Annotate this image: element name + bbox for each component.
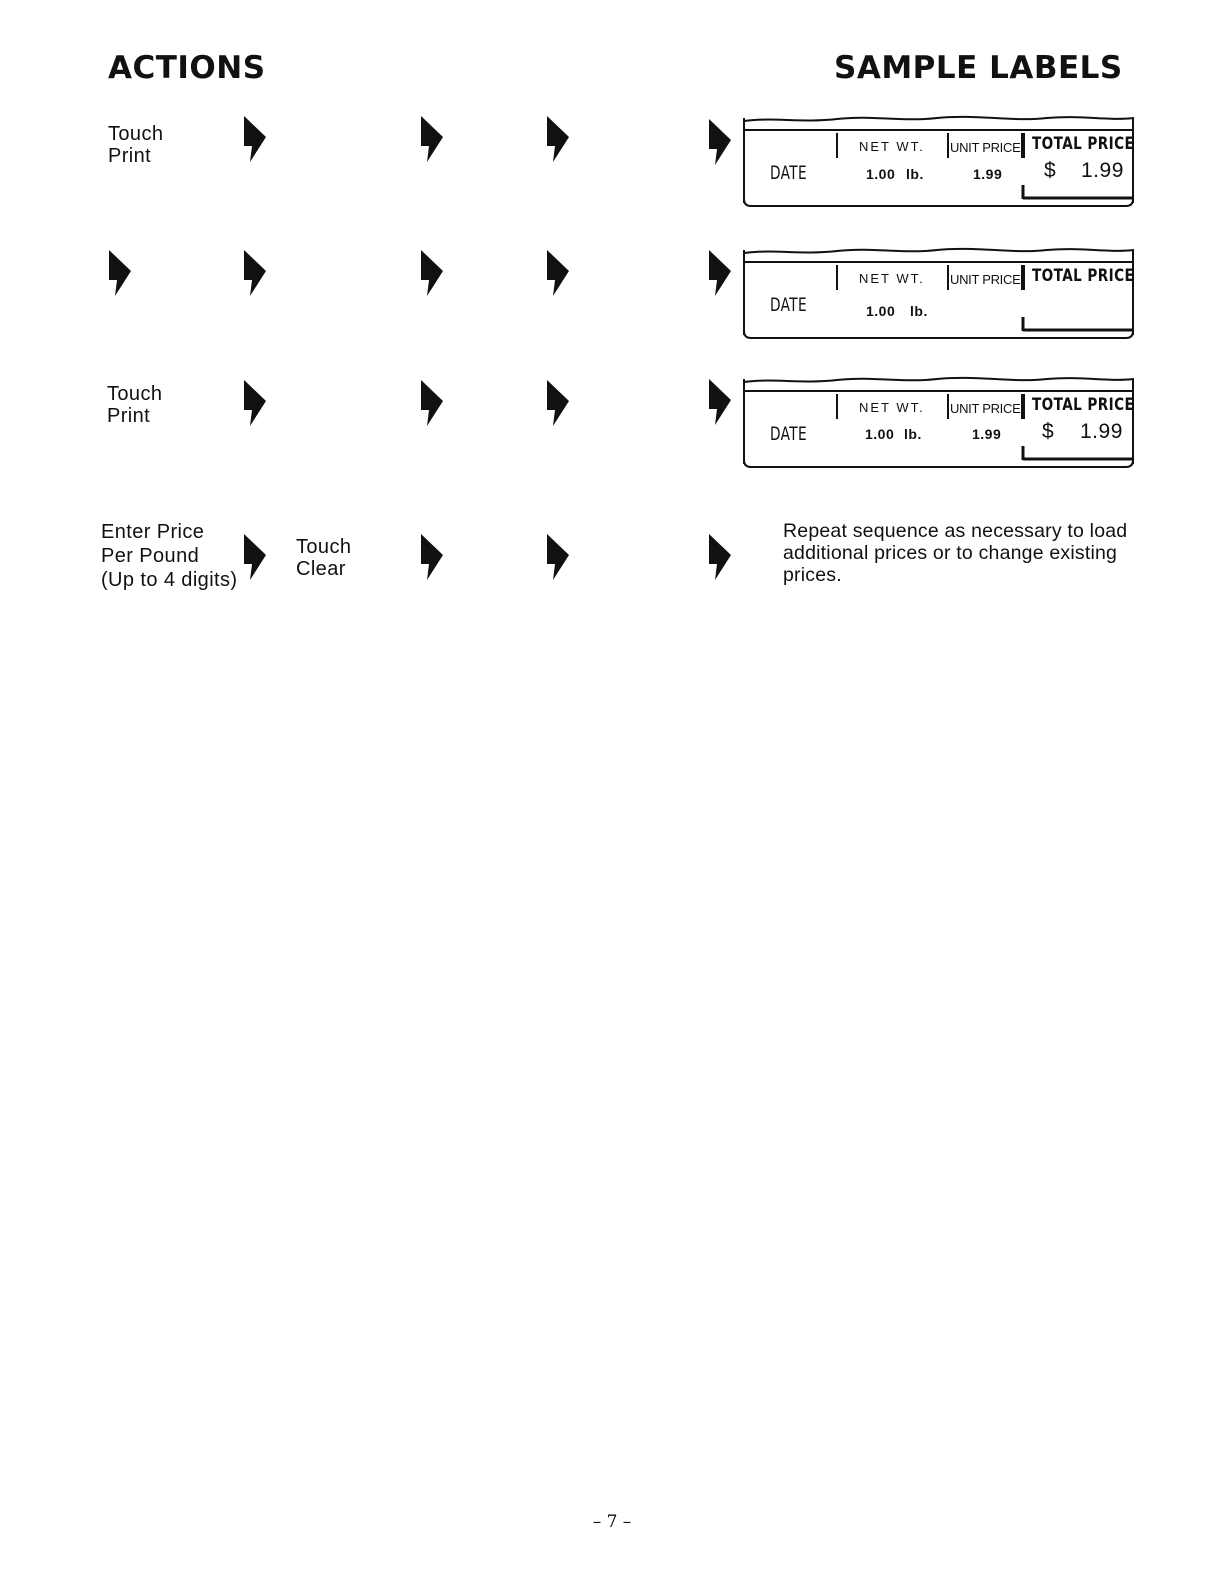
arrow-right-icon	[545, 377, 571, 429]
arrow-right-icon	[707, 531, 733, 583]
action-enter-price	[101, 520, 237, 592]
arrow-right-icon	[107, 247, 133, 299]
label-frame	[742, 113, 1136, 207]
label-net-wt-unit: lb.	[904, 426, 922, 442]
action-line: Print	[107, 405, 151, 427]
action-line: Touch	[296, 536, 352, 558]
label-total-price-header: TOTAL PRICE	[1032, 134, 1135, 154]
sample-label-3	[742, 374, 1136, 468]
label-unit-price-header: UNIT PRICE	[950, 401, 1021, 416]
arrow-right-icon	[419, 247, 445, 299]
arrow-right-icon	[419, 531, 445, 583]
arrow-right-icon	[419, 377, 445, 429]
actions-heading: ACTIONS	[108, 50, 266, 86]
action-line: Enter Price	[101, 521, 205, 543]
action-line: Touch	[108, 123, 164, 145]
action-line: Per Pound	[101, 545, 200, 567]
action-touch-print-2	[107, 383, 162, 427]
action-touch-clear	[296, 536, 351, 580]
arrow-right-icon	[242, 377, 268, 429]
label-frame	[742, 245, 1136, 339]
arrow-right-icon	[419, 113, 445, 165]
label-unit-price-header: UNIT PRICE	[950, 140, 1021, 155]
action-line: Touch	[107, 383, 163, 405]
arrow-right-icon	[707, 247, 733, 299]
action-line: (Up to 4 digits)	[101, 569, 238, 591]
label-unit-price-header: UNIT PRICE	[950, 272, 1021, 287]
page-number: – 7 –	[592, 1512, 632, 1532]
repeat-sequence-note: Repeat sequence as necessary to load additional prices or to change existing prices.	[783, 520, 1128, 586]
arrow-right-icon	[545, 247, 571, 299]
label-unit-price-value: 1.99	[972, 426, 1002, 442]
label-net-wt-value: 1.00	[865, 426, 895, 442]
action-touch-print-1	[108, 123, 163, 167]
arrow-right-icon	[707, 116, 733, 168]
sample-label-1	[742, 113, 1136, 207]
sample-labels-heading: SAMPLE LABELS	[834, 50, 1123, 86]
label-date: DATE	[770, 162, 808, 184]
label-net-wt-header: NET WT.	[859, 139, 925, 154]
label-net-wt-value: 1.00	[866, 166, 896, 182]
arrow-right-icon	[242, 531, 268, 583]
label-date: DATE	[770, 423, 808, 445]
arrow-right-icon	[707, 376, 733, 428]
label-frame	[742, 374, 1136, 468]
label-total-price-header: TOTAL PRICE	[1032, 395, 1135, 415]
label-net-wt-unit: lb.	[910, 303, 928, 319]
label-total-price-value: 1.99	[1080, 420, 1123, 443]
arrow-right-icon	[242, 247, 268, 299]
label-total-price-header: TOTAL PRICE	[1032, 266, 1135, 286]
label-currency: $	[1042, 420, 1054, 443]
label-net-wt-unit: lb.	[906, 166, 924, 182]
arrow-right-icon	[545, 531, 571, 583]
action-line: Print	[108, 145, 152, 167]
label-net-wt-value: 1.00	[866, 303, 896, 319]
label-net-wt-header: NET WT.	[859, 271, 925, 286]
label-date: DATE	[770, 294, 808, 316]
action-line: Clear	[296, 558, 346, 580]
label-unit-price-value: 1.99	[973, 166, 1003, 182]
sample-label-2	[742, 245, 1136, 339]
label-net-wt-header: NET WT.	[859, 400, 925, 415]
arrow-right-icon	[242, 113, 268, 165]
arrow-right-icon	[545, 113, 571, 165]
label-currency: $	[1044, 159, 1056, 182]
label-total-price-value: 1.99	[1081, 159, 1124, 182]
